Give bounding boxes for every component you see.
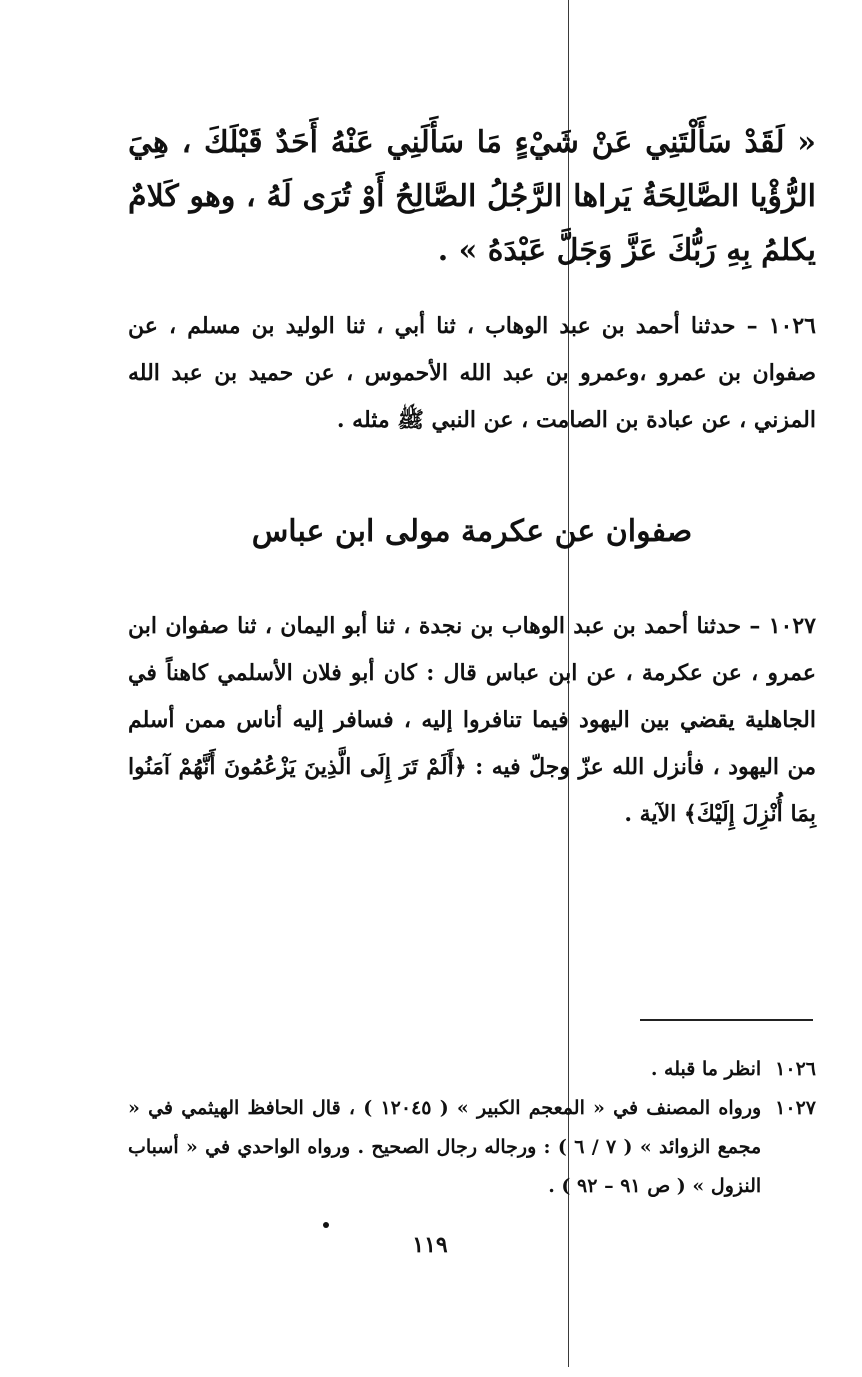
hadith-number: ١٠٢٧ — [768, 613, 816, 639]
footnote-item — [128, 1089, 816, 1206]
hadith-number: ١٠٢٦ — [768, 313, 816, 339]
footnote-text: ورواه المصنف في « المعجم الكبير » ( ١٢٠٤٥ ) ، قال الحافظ الهيثمي في « مجمع الزوائد » ( ٧ / ٦ ) : ورجاله رجال الصحيح . ورواه الواحدي في « أسباب النزول » ( ص ٩١ – ٩٢ ) . — [128, 1097, 762, 1197]
hadith-quote-paragraph: « لَقَدْ سَأَلْتَنِي عَنْ شَيْءٍ مَا سَأَلَنِي عَنْهُ أَحَدٌ قَبْلَكَ ، هِيَ الرُّؤْيا الصَّالِحَةُ يَراها الرَّجُلُ الصَّالِحُ أَوْ تُرَى لَهُ ، وهو كَلامٌ يكلمُ بِهِ رَبُّكَ عَزَّ وَجَلَّ عَبْدَهُ » . — [128, 125, 816, 268]
hadith-text: – حدثنا أحمد بن عبد الوهاب ، ثنا أبي ، ثنا الوليد بن مسلم ، عن صفوان بن عمرو ،وعمرو بن عبد الله الأحموس ، عن حميد بن عبد الله المزني ، عن عبادة بن الصامت ، عن النبي ﷺ مثله . — [128, 313, 816, 433]
section-title: صفوان عن عكرمة مولى ابن عباس — [251, 514, 693, 549]
footnote-separator — [640, 1019, 813, 1021]
footnotes — [128, 1050, 816, 1206]
hadith-text: – حدثنا أحمد بن عبد الوهاب بن نجدة ، ثنا أبو اليمان ، ثنا صفوان ابن عمرو ، عن عكرمة ، عن ابن عباس قال : كان أبو فلان الأسلمي كاهناً في الجاهلية يقضي بين اليهود فيما تنافروا إليه ، فسافر إليه أناس ممن أسلم من اليهود ، فأنزل الله عزّ وجلّ فيه : ﴿أَلَمْ تَرَ إِلَى الَّذِينَ يَزْعُمُونَ أَنَّهُمْ آمَنُوا بِمَا أُنْزِلَ إِلَيْكَ﴾ الآية . — [128, 613, 816, 827]
hadith-1026-paragraph — [128, 303, 816, 444]
footnote-text: انظر ما قبله . — [650, 1058, 762, 1080]
ink-dot — [323, 1222, 329, 1228]
footnote-item — [128, 1050, 816, 1089]
footnote-number: ١٠٢٦ — [775, 1058, 816, 1080]
page-number: ١١٩ — [412, 1232, 448, 1258]
footnote-number: ١٠٢٧ — [775, 1097, 816, 1119]
hadith-1027-paragraph — [128, 603, 816, 838]
